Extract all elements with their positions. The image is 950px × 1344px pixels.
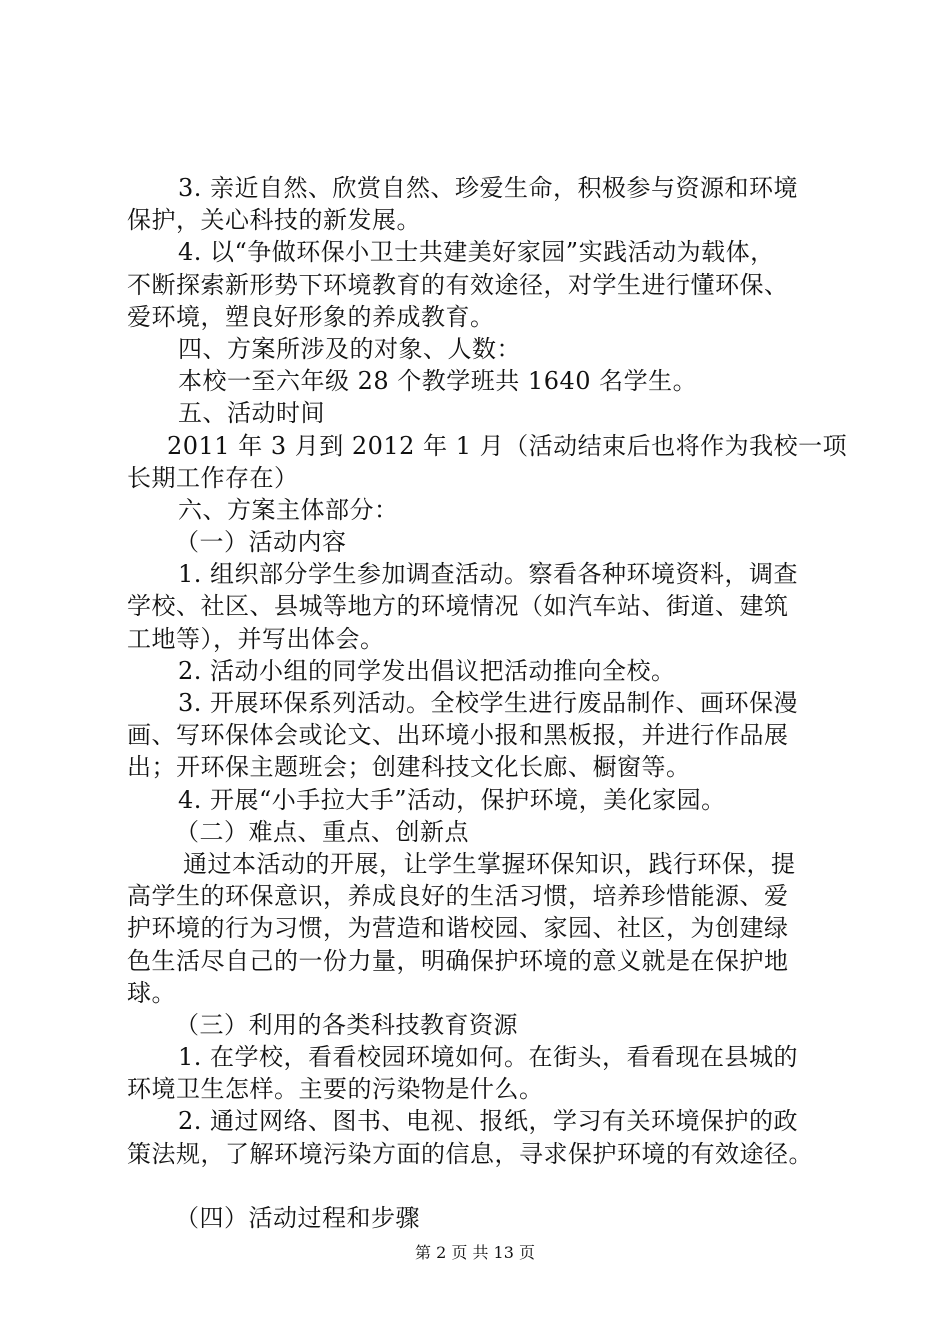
paragraph-line: 不断探索新形势下环境教育的有效途径，对学生进行懂环保、 — [127, 270, 789, 299]
section-heading: 六、方案主体部分： — [178, 495, 399, 524]
paragraph-line: 4. 开展“小手拉大手”活动，保护环境，美化家园。 — [178, 785, 726, 814]
section-heading: 四、方案所涉及的对象、人数： — [178, 334, 521, 363]
paragraph-line: 出；开环保主题班会；创建科技文化长廊、橱窗等。 — [127, 753, 691, 782]
paragraph-line: 画、写环保体会或论文、出环境小报和黑板报，并进行作品展 — [127, 721, 789, 750]
paragraph-line: 爱环境，塑良好形象的养成教育。 — [127, 302, 495, 331]
paragraph-line: 4. 以“争做环保小卫士共建美好家园”实践活动为载体， — [178, 238, 775, 267]
subsection-heading: （三）利用的各类科技教育资源 — [175, 1010, 518, 1039]
subsection-heading: （一）活动内容 — [175, 528, 347, 557]
paragraph-gap — [127, 1170, 837, 1202]
subsection-heading: （二）难点、重点、创新点 — [175, 817, 469, 846]
paragraph-line: 护环境的行为习惯，为营造和谐校园、家园、社区，为创建绿 — [127, 914, 789, 943]
paragraph-line: 2. 通过网络、图书、电视、报纸，学习有关环境保护的政 — [178, 1107, 799, 1136]
page-indicator: 第 2 页 共 13 页 — [415, 1243, 535, 1262]
subsection-heading: （四）活动过程和步骤 — [175, 1203, 420, 1232]
paragraph-line: 2. 活动小组的同学发出倡议把活动推向全校。 — [178, 656, 676, 685]
paragraph-line: 通过本活动的开展，让学生掌握环保知识，践行环保，提 — [183, 849, 796, 878]
paragraph-line: 色生活尽自己的一份力量，明确保护环境的意义就是在保护地 — [127, 946, 789, 975]
paragraph-line: 3. 开展环保系列活动。全校学生进行废品制作、画环保漫 — [178, 689, 799, 717]
paragraph-line: 高学生的环保意识，养成良好的生活习惯，培养珍惜能源、爱 — [127, 882, 789, 911]
paragraph-line: 3. 亲近自然、欣赏自然、珍爱生命，积极参与资源和环境 — [178, 174, 799, 202]
paragraph-line: 1. 在学校，看看校园环境如何。在街头，看看现在县城的 — [178, 1043, 799, 1072]
paragraph-line: 1. 组织部分学生参加调查活动。察看各种环境资料，调查 — [178, 560, 799, 589]
paragraph-line: 环境卫生怎样。主要的污染物是什么。 — [127, 1075, 544, 1104]
paragraph-line: 长期工作存在） — [127, 463, 299, 492]
section-heading: 五、活动时间 — [178, 399, 325, 428]
paragraph-line: 保护，关心科技的新发展。 — [127, 206, 421, 235]
page-footer — [0, 1243, 950, 1263]
document-body — [127, 172, 848, 1234]
paragraph-line: 2011 年 3 月到 2012 年 1 月（活动结束后也将作为我校一项 — [167, 431, 848, 460]
paragraph-line: 学校、社区、县城等地方的环境情况（如汽车站、街道、建筑 — [127, 592, 789, 621]
paragraph-line: 工地等），并写出体会。 — [127, 624, 385, 653]
paragraph-line: 策法规，了解环境污染方面的信息，寻求保护环境的有效途径。 — [127, 1139, 813, 1168]
paragraph-line: 球。 — [127, 978, 176, 1007]
paragraph-line: 本校一至六年级 28 个教学班共 1640 名学生。 — [178, 367, 698, 396]
